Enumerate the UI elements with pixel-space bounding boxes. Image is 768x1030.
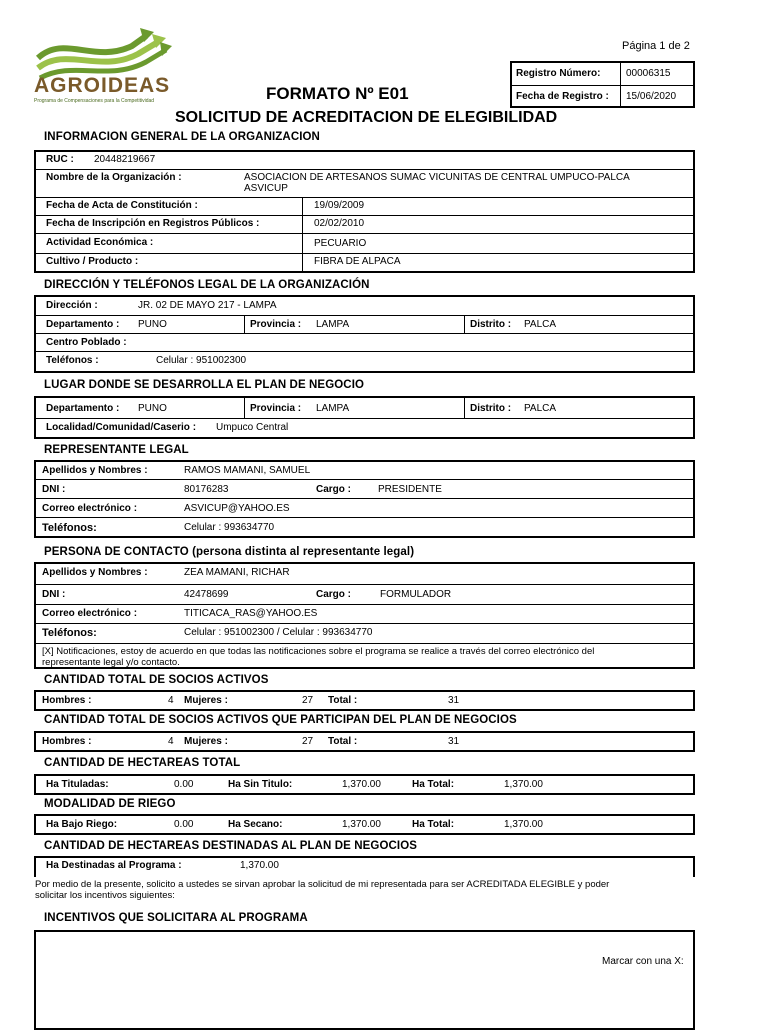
- ha-destinadas-label: Ha Destinadas al Programa :: [46, 860, 182, 871]
- fecha-registro-value: 15/06/2020: [626, 91, 677, 102]
- ha-sin-titulo-label: Ha Sin Titulo:: [228, 779, 293, 790]
- socios-plan-hombres-value: 4: [168, 736, 174, 747]
- lugar-table: [34, 396, 695, 439]
- dir-telefonos-value: Celular : 951002300: [156, 355, 247, 366]
- page-number: Página 1 de 2: [622, 40, 690, 52]
- representante-heading: REPRESENTANTE LEGAL: [44, 444, 189, 456]
- dir-distrito-label: Distrito :: [470, 319, 512, 330]
- socios-table: [34, 690, 695, 711]
- inscripcion-value: 02/02/2010: [314, 218, 365, 229]
- con-nombres-label: Apellidos y Nombres :: [42, 567, 148, 578]
- con-cargo-value: FORMULADOR: [380, 589, 452, 600]
- socios-total-value: 31: [448, 695, 460, 706]
- rep-nombres-label: Apellidos y Nombres :: [42, 465, 148, 476]
- socios-plan-hombres-label: Hombres :: [42, 736, 92, 747]
- ha-sin-titulo-value: 1,370.00: [342, 779, 381, 790]
- actividad-value: PECUARIO: [314, 238, 367, 249]
- lugar-provincia-label: Provincia :: [250, 403, 302, 414]
- acta-value: 19/09/2009: [314, 200, 365, 211]
- socios-mujeres-label: Mujeres :: [184, 695, 228, 706]
- cultivo-value: FIBRA DE ALPACA: [314, 256, 401, 267]
- nombre-org-label: Nombre de la Organización :: [46, 172, 182, 183]
- socios-plan-heading: CANTIDAD TOTAL DE SOCIOS ACTIVOS QUE PARTICIPAN DEL PLAN DE NEGOCIOS: [44, 714, 517, 726]
- ha-tituladas-value: 0.00: [174, 779, 194, 790]
- lugar-provincia-value: LAMPA: [316, 403, 350, 414]
- ha-destinadas-value: 1,370.00: [240, 860, 279, 871]
- socios-heading: CANTIDAD TOTAL DE SOCIOS ACTIVOS: [44, 674, 269, 686]
- registro-value: 00006315: [626, 68, 671, 79]
- direccion-heading: DIRECCIÓN Y TELÉFONOS LEGAL DE LA ORGANIZACIÓN: [44, 279, 370, 291]
- incentivos-heading: INCENTIVOS QUE SOLICITARA AL PROGRAMA: [44, 912, 308, 924]
- rep-correo-value: ASVICUP@YAHOO.ES: [184, 503, 290, 514]
- acta-label: Fecha de Acta de Constitución :: [46, 200, 198, 211]
- lugar-distrito-label: Distrito :: [470, 403, 512, 414]
- page-title: SOLICITUD DE ACREDITACION DE ELEGIBILIDAD: [175, 109, 558, 126]
- socios-plan-table: [34, 731, 695, 752]
- notificaciones-text-2: representante legal y/o contacto.: [42, 657, 180, 668]
- localidad-value: Umpuco Central: [216, 422, 289, 433]
- ha-tituladas-label: Ha Tituladas:: [46, 779, 109, 790]
- lugar-distrito-value: PALCA: [524, 403, 557, 414]
- con-correo-value: TITICACA_RAS@YAHOO.ES: [184, 608, 318, 619]
- centro-poblado-label: Centro Poblado :: [46, 337, 127, 348]
- hectareas-plan-table: [34, 856, 695, 877]
- representante-table: [34, 460, 695, 538]
- dir-departamento-value: PUNO: [138, 319, 167, 330]
- nombre-org-value-1: ASOCIACION DE ARTESANOS SUMAC VICUNITAS DE CENTRAL UMPUCO-PALCA: [244, 172, 630, 183]
- rep-telefonos-label: Teléfonos:: [42, 522, 97, 534]
- contacto-table: [34, 562, 695, 669]
- direccion-value: JR. 02 DE MAYO 217 - LAMPA: [138, 300, 277, 311]
- lugar-departamento-label: Departamento :: [46, 403, 120, 414]
- rep-correo-label: Correo electrónico :: [42, 503, 138, 514]
- localidad-label: Localidad/Comunidad/Caserio :: [46, 422, 197, 433]
- logo: [34, 24, 174, 106]
- dir-distrito-value: PALCA: [524, 319, 557, 330]
- socios-plan-total-label: Total :: [328, 736, 358, 747]
- socios-mujeres-value: 27: [302, 695, 314, 706]
- con-correo-label: Correo electrónico :: [42, 608, 138, 619]
- ruc-value: 20448219667: [94, 154, 156, 165]
- hectareas-plan-heading: CANTIDAD DE HECTAREAS DESTINADAS AL PLAN DE NEGOCIOS: [44, 840, 418, 852]
- logo-tagline: Programa de Compensaciones para la Competitividad: [34, 98, 155, 104]
- secano-label: Ha Secano:: [228, 819, 283, 830]
- registro-box: [510, 61, 695, 108]
- bajo-riego-label: Ha Bajo Riego:: [46, 819, 118, 830]
- ruc-label: RUC :: [46, 154, 74, 165]
- formato-title: FORMATO Nº E01: [266, 84, 409, 103]
- direccion-label: Dirección :: [46, 300, 98, 311]
- logo-name: AGROIDEAS: [34, 74, 171, 97]
- dir-departamento-label: Departamento :: [46, 319, 120, 330]
- marcar-con-x-label: Marcar con una X:: [602, 956, 684, 967]
- con-cargo-label: Cargo :: [316, 589, 351, 600]
- contacto-heading: PERSONA DE CONTACTO (persona distinta al representante legal): [44, 546, 415, 558]
- hectareas-table: [34, 774, 695, 795]
- con-telefonos-value: Celular : 951002300 / Celular : 993634770: [184, 627, 373, 638]
- lugar-heading: LUGAR DONDE SE DESARROLLA EL PLAN DE NEGOCIO: [44, 379, 365, 391]
- con-nombres-value: ZEA MAMANI, RICHAR: [184, 567, 290, 578]
- secano-value: 1,370.00: [342, 819, 381, 830]
- dir-provincia-label: Provincia :: [250, 319, 302, 330]
- notificaciones-text-1: [X] Notificaciones, estoy de acuerdo en que todas las notificaciones sobre el programa se realice a través del correo electrónico del: [42, 646, 595, 657]
- lugar-departamento-value: PUNO: [138, 403, 167, 414]
- incentivos-box: [34, 930, 695, 1030]
- actividad-label: Actividad Económica :: [46, 237, 154, 248]
- riego-heading: MODALIDAD DE RIEGO: [44, 798, 176, 810]
- socios-plan-mujeres-label: Mujeres :: [184, 736, 228, 747]
- nombre-org-value-2: ASVICUP: [244, 183, 288, 194]
- rep-telefonos-value: Celular : 993634770: [184, 522, 275, 533]
- org-heading: INFORMACION GENERAL DE LA ORGANIZACION: [44, 131, 320, 143]
- org-table: [34, 150, 695, 273]
- socios-hombres-value: 4: [168, 695, 174, 706]
- riego-total-value: 1,370.00: [504, 819, 543, 830]
- socios-total-label: Total :: [328, 695, 358, 706]
- fecha-registro-label: Fecha de Registro :: [516, 91, 609, 102]
- direccion-table: [34, 295, 695, 373]
- registro-label: Registro Número:: [516, 68, 601, 79]
- bajo-riego-value: 0.00: [174, 819, 194, 830]
- ha-total-label: Ha Total:: [412, 779, 455, 790]
- socios-plan-mujeres-value: 27: [302, 736, 314, 747]
- dir-provincia-value: LAMPA: [316, 319, 350, 330]
- ha-total-value: 1,370.00: [504, 779, 543, 790]
- rep-nombres-value: RAMOS MAMANI, SAMUEL: [184, 465, 311, 476]
- solicitud-text-2: solicitar los incentivos siguientes:: [35, 890, 175, 901]
- dir-telefonos-label: Teléfonos :: [46, 355, 99, 366]
- riego-total-label: Ha Total:: [412, 819, 455, 830]
- con-telefonos-label: Teléfonos:: [42, 627, 97, 639]
- cultivo-label: Cultivo / Producto :: [46, 256, 139, 267]
- riego-table: [34, 814, 695, 835]
- con-dni-value: 42478699: [184, 589, 229, 600]
- inscripcion-label: Fecha de Inscripción en Registros Públicos :: [46, 218, 260, 229]
- con-dni-label: DNI :: [42, 589, 66, 600]
- hectareas-heading: CANTIDAD DE HECTAREAS TOTAL: [44, 757, 241, 769]
- rep-cargo-label: Cargo :: [316, 484, 351, 495]
- solicitud-text-1: Por medio de la presente, solicito a ustedes se sirvan aprobar la solicitud de mi representada para ser ACREDITADA ELEGIBLE y poder: [35, 879, 610, 890]
- rep-cargo-value: PRESIDENTE: [378, 484, 442, 495]
- socios-hombres-label: Hombres :: [42, 695, 92, 706]
- rep-dni-label: DNI :: [42, 484, 66, 495]
- rep-dni-value: 80176283: [184, 484, 229, 495]
- socios-plan-total-value: 31: [448, 736, 460, 747]
